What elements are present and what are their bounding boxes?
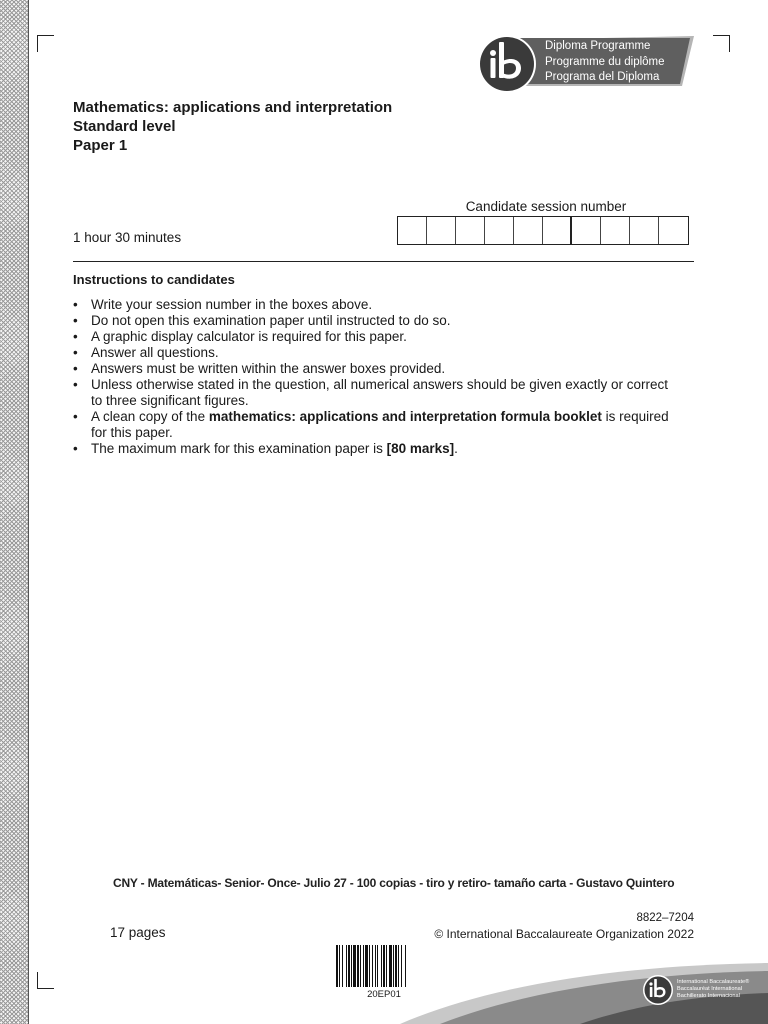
instruction-emphasis: [80 marks] (386, 441, 455, 456)
session-number-box[interactable] (630, 217, 659, 244)
instruction-item (73, 409, 673, 441)
header-divider (73, 261, 694, 262)
bullet-icon: • (73, 313, 78, 328)
programme-name-es: Programa del Diploma (545, 71, 660, 83)
instruction-item (73, 313, 673, 329)
session-number-box[interactable] (398, 217, 427, 244)
bullet-icon: • (73, 329, 78, 344)
programme-names (545, 39, 665, 86)
exam-title-block (73, 98, 392, 155)
instruction-text: A graphic display calculator is required for this paper. (91, 329, 407, 344)
bullet-icon: • (73, 361, 78, 376)
instruction-item (73, 329, 673, 345)
bullet-icon: • (73, 377, 78, 392)
bullet-icon: • (73, 297, 78, 312)
instruction-text: . (454, 441, 458, 456)
ib-org-name-en: International Baccalaureate® (677, 979, 750, 985)
bullet-icon: • (73, 409, 78, 424)
ib-org-name-es: Bachillerato Internacional (677, 993, 740, 999)
session-number-box[interactable] (427, 217, 456, 244)
ib-org-name-fr: Baccalauréat International (677, 986, 742, 992)
instruction-item (73, 361, 673, 377)
instructions-list (73, 297, 673, 457)
programme-name-en: Diploma Programme (545, 40, 651, 52)
page-count: 17 pages (110, 925, 166, 940)
paper-title: Paper 1 (73, 137, 128, 154)
copyright-notice: © International Baccalaureate Organization 2022 (434, 927, 694, 941)
instruction-text: Answers must be written within the answer boxes provided. (91, 361, 446, 376)
session-number-boxes (397, 216, 689, 245)
instruction-text: Answer all questions. (91, 345, 219, 360)
ib-org-names (677, 979, 749, 1000)
instruction-text: A clean copy of the (91, 409, 209, 424)
instruction-text: Write your session number in the boxes above. (91, 297, 373, 312)
crop-mark-top-right (713, 35, 730, 52)
barcode-label: 20EP01 (367, 989, 401, 1000)
session-number-box[interactable] (543, 217, 572, 244)
session-number-box[interactable] (601, 217, 630, 244)
exam-duration: 1 hour 30 minutes (73, 230, 182, 245)
crop-mark-bottom-left (37, 972, 54, 989)
instruction-item (73, 345, 673, 361)
bullet-icon: • (73, 345, 78, 360)
level-title: Standard level (73, 118, 176, 135)
instruction-item (73, 441, 673, 457)
instruction-item (73, 297, 673, 313)
paper-code: 8822–7204 (636, 912, 694, 924)
bullet-icon: • (73, 441, 78, 456)
printer-note: CNY - Matemáticas- Senior- Once- Julio 27 - 100 copias - tiro y retiro- tamaño carta - Gustavo Quintero (113, 876, 675, 890)
session-number-box[interactable] (514, 217, 543, 244)
session-number-box[interactable] (572, 217, 601, 244)
session-number-box[interactable] (659, 217, 688, 244)
programme-name-fr: Programme du diplôme (545, 55, 665, 68)
instruction-emphasis: mathematics: applications and interpretation formula booklet (208, 409, 602, 424)
instructions-heading: Instructions to candidates (73, 272, 235, 287)
session-number-box[interactable] (485, 217, 514, 244)
instruction-text: Unless otherwise stated in the question, all numerical answers should be given exactly or correct to three significant figures. (91, 377, 669, 408)
subject-title: Mathematics: applications and interpretation (73, 99, 393, 116)
instruction-text: Do not open this examination paper until instructed to do so. (91, 313, 451, 328)
crop-mark-top-left (37, 35, 54, 52)
session-number-box[interactable] (456, 217, 485, 244)
perforation-strip (0, 0, 29, 1024)
session-number-label: Candidate session number (465, 199, 627, 214)
instruction-text: is required for this paper. (91, 409, 669, 440)
instruction-item (73, 377, 673, 409)
instruction-text: The maximum mark for this examination paper is (91, 441, 387, 456)
